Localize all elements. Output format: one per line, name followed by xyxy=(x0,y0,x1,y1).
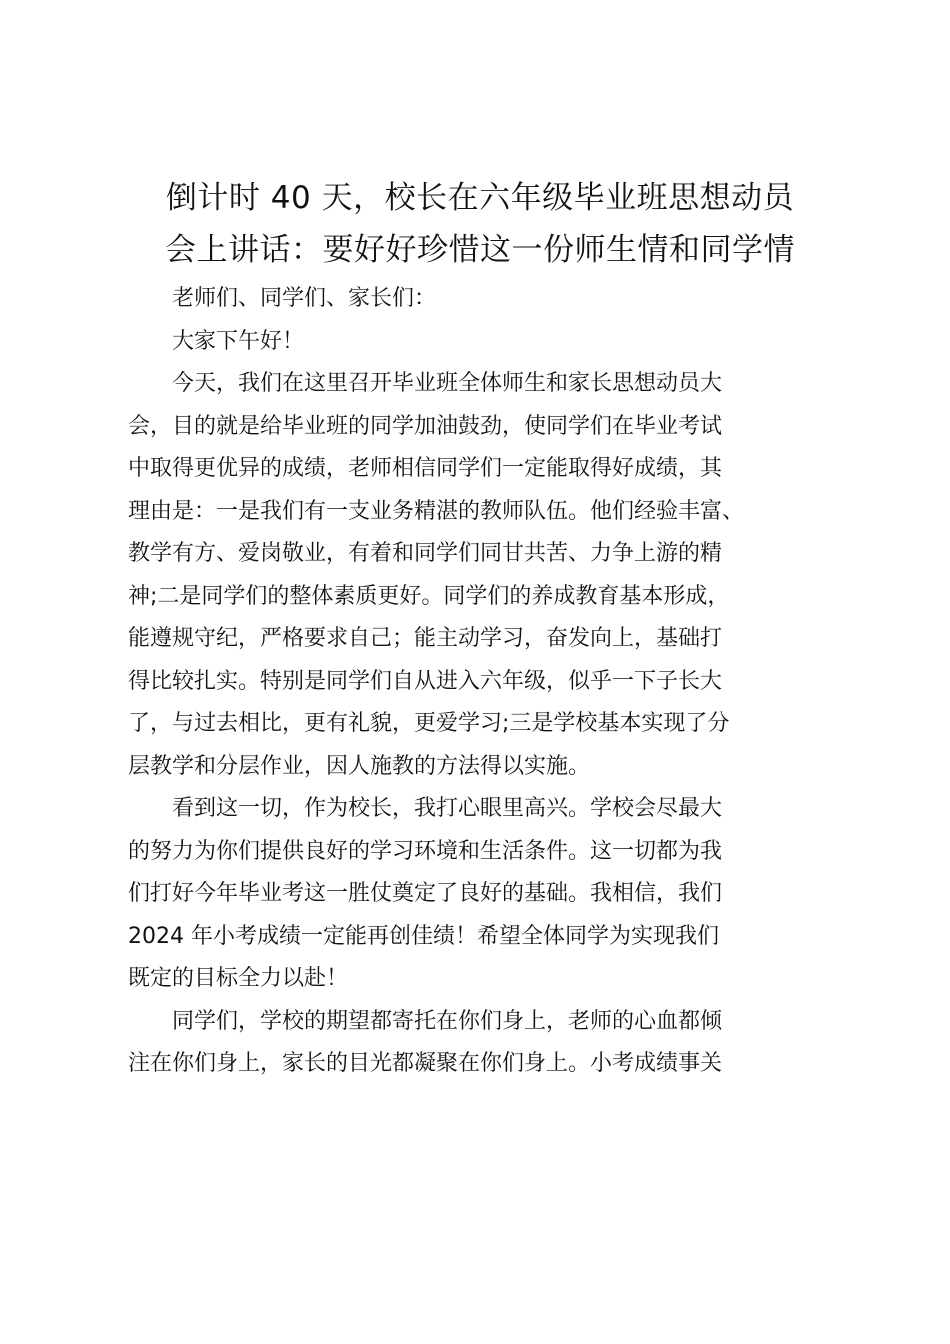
text-line: 了，与过去相比，更有礼貌，更爱学习;三是学校基本实现了分 xyxy=(128,711,730,736)
text-line: 的努力为你们提供良好的学习环境和生活条件。这一切都为我 xyxy=(128,838,723,864)
text-line: 层教学和分层作业，因人施教的方法得以实施。 xyxy=(128,753,591,779)
text-line: 大家下午好！ xyxy=(172,328,305,354)
title-line: 倒计时 40 天，校长在六年级毕业班思想动员 xyxy=(165,180,795,216)
text-line: 们打好今年毕业考这一胜仗奠定了良好的基础。我相信，我们 xyxy=(128,881,723,906)
text-line: 注在你们身上，家长的目光都凝聚在你们身上。小考成绩事关 xyxy=(128,1051,723,1076)
text-line: 同学们，学校的期望都寄托在你们身上，老师的心血都倾 xyxy=(172,1008,723,1034)
salutation-paragraph xyxy=(128,278,828,321)
body-paragraph xyxy=(128,788,828,1001)
text-line: 能遵规守纪，严格要求自己；能主动学习，奋发向上，基础打 xyxy=(128,626,723,651)
document-title xyxy=(120,172,840,276)
text-line: 2024 年小考成绩一定能再创佳绩！希望全体同学为实现我们 xyxy=(128,923,719,949)
document-body xyxy=(128,278,828,1086)
text-line: 老师们、同学们、家长们： xyxy=(172,286,437,311)
text-line: 得比较扎实。特别是同学们自从进入六年级，似乎一下子长大 xyxy=(128,668,723,694)
text-line: 理由是：一是我们有一支业务精湛的教师队伍。他们经验丰富、 xyxy=(128,498,745,524)
text-line: 教学有方、爱岗敬业，有着和同学们同甘共苦、力争上游的精 xyxy=(128,541,723,566)
text-line: 今天，我们在这里召开毕业班全体师生和家长思想动员大 xyxy=(172,371,723,396)
greeting-paragraph xyxy=(128,321,828,364)
text-line: 既定的目标全力以赴！ xyxy=(128,966,349,991)
text-line: 会，目的就是给毕业班的同学加油鼓劲，使同学们在毕业考试 xyxy=(128,413,723,439)
body-paragraph xyxy=(128,1001,828,1086)
text-line: 看到这一切，作为校长，我打心眼里高兴。学校会尽最大 xyxy=(172,796,723,821)
title-line: 会上讲话：要好好珍惜这一份师生情和同学情 xyxy=(165,232,795,268)
text-line: 中取得更优异的成绩，老师相信同学们一定能取得好成绩，其 xyxy=(128,456,723,481)
body-paragraph xyxy=(128,363,828,788)
text-line: 神;二是同学们的整体素质更好。同学们的养成教育基本形成， xyxy=(128,583,730,609)
